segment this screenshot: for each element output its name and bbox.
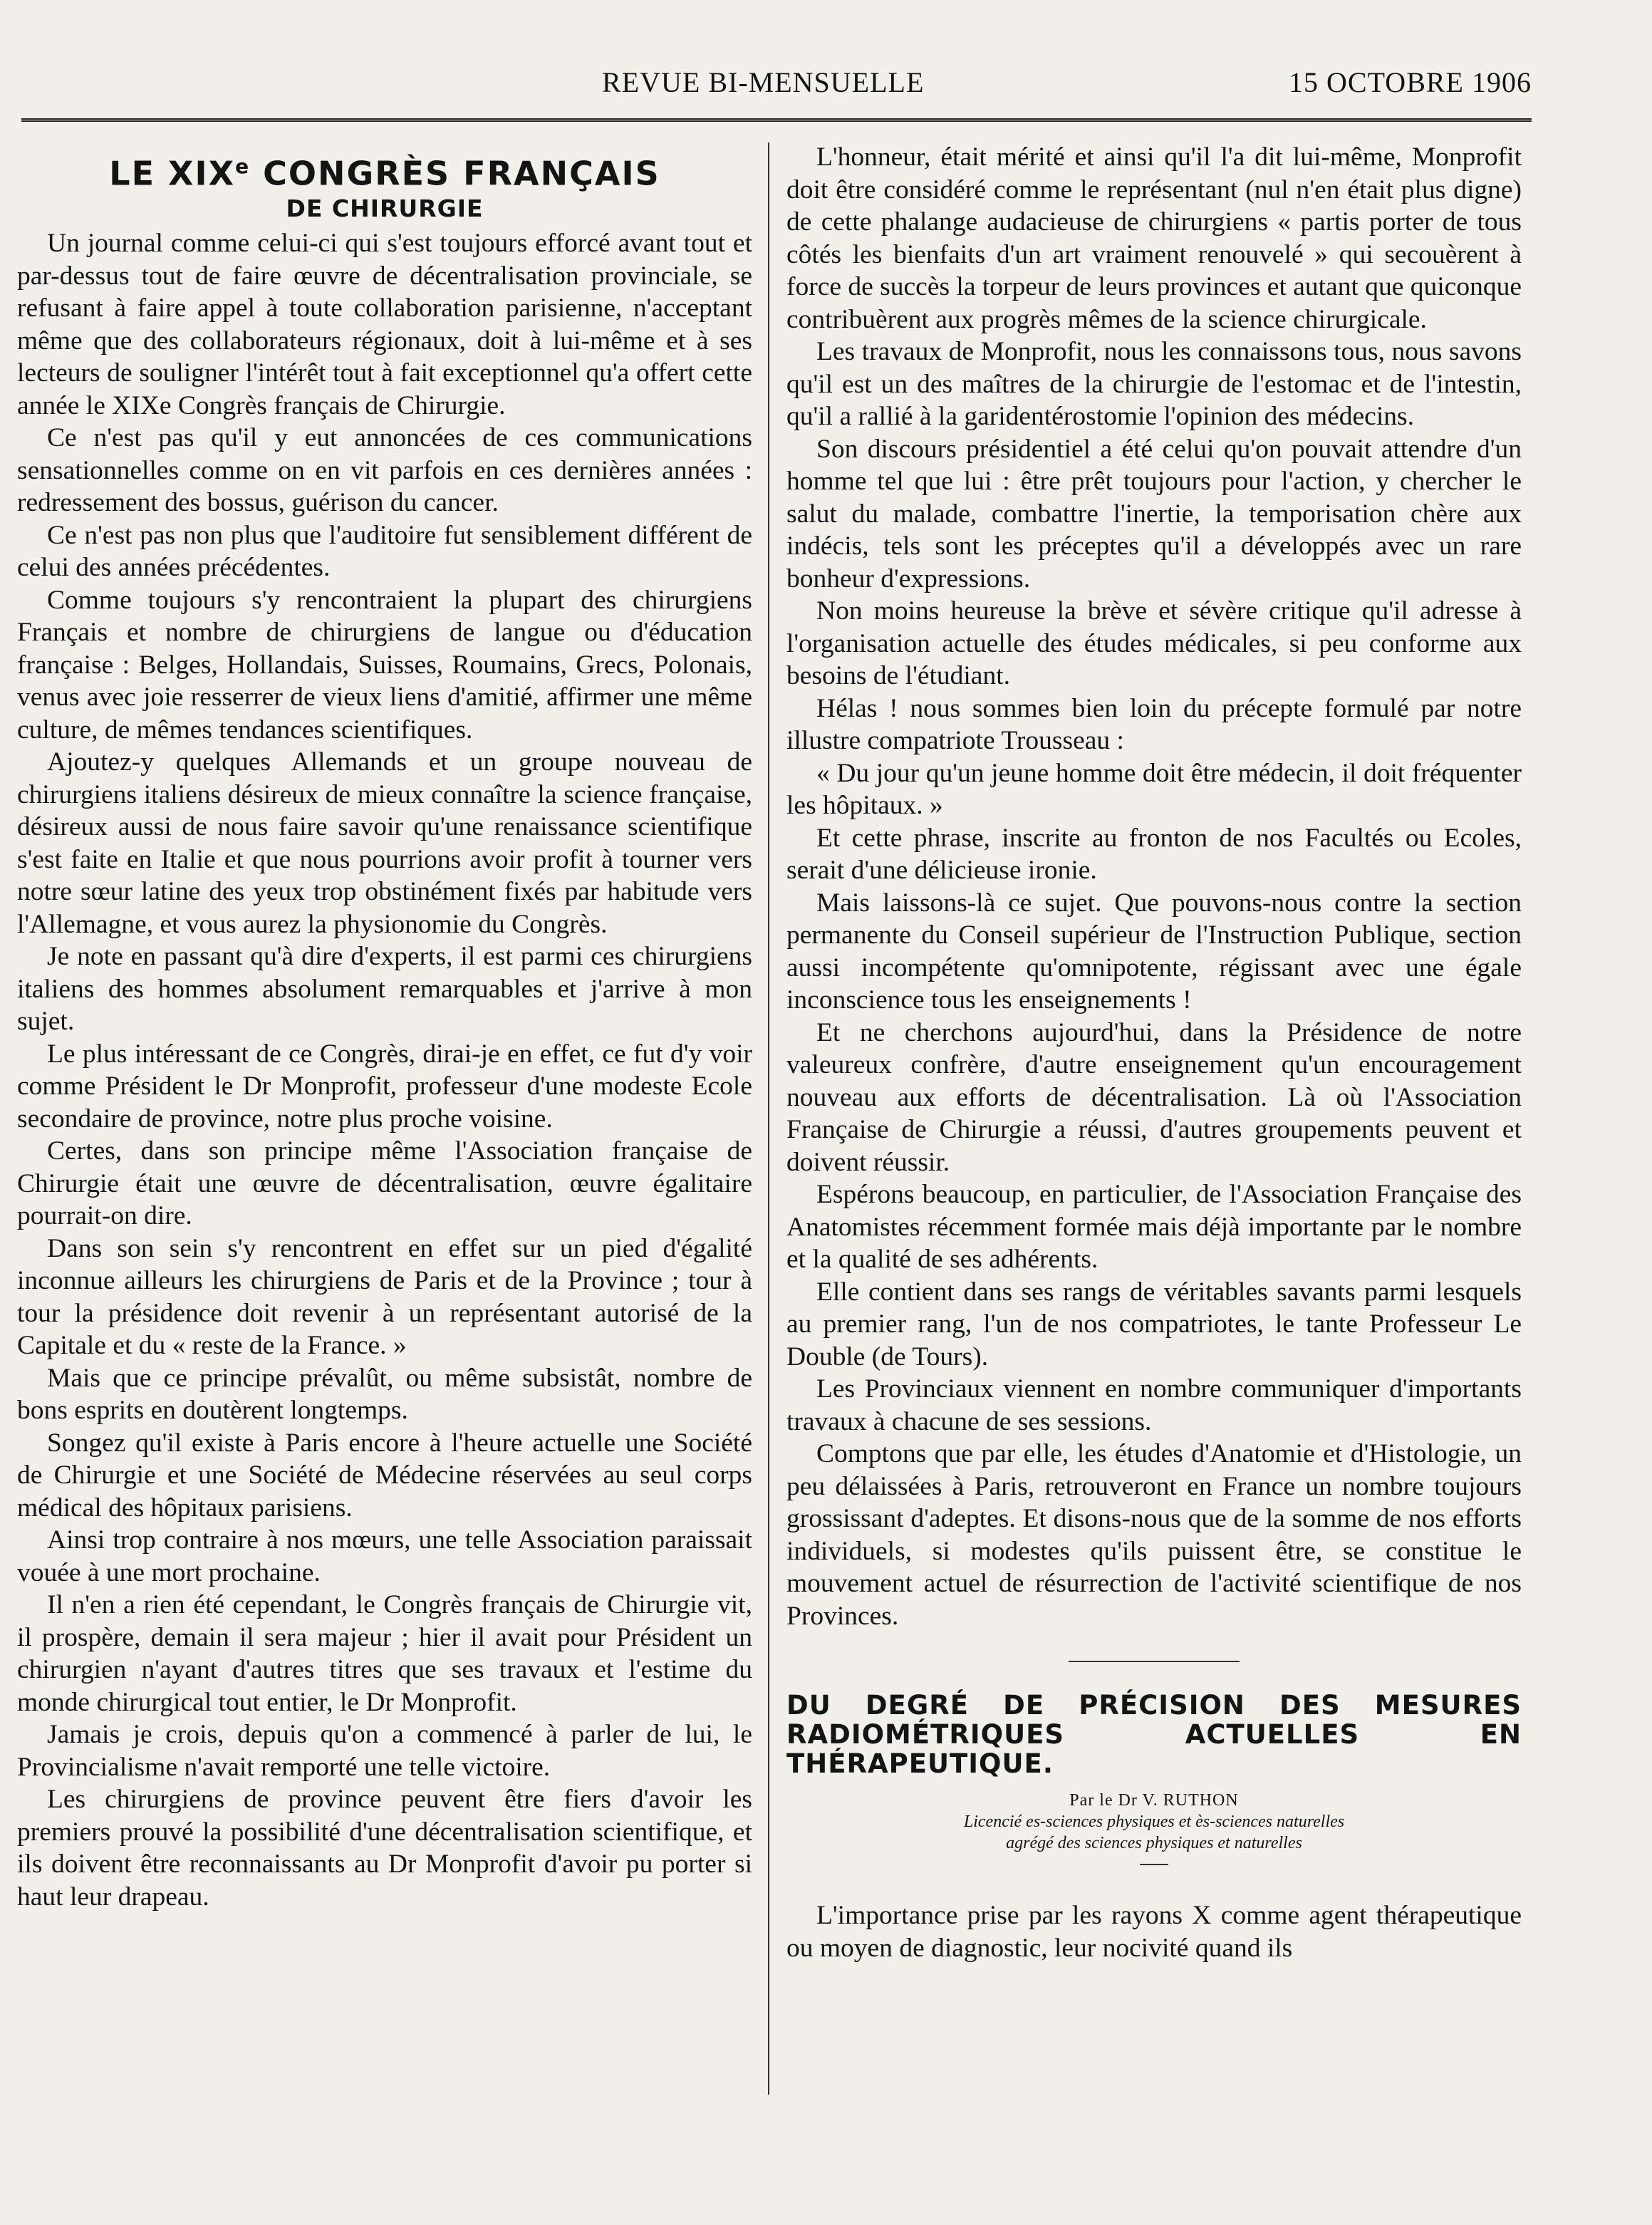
issue-date: 15 OCTOBRE 1906: [1289, 66, 1532, 98]
paragraph: Les Provinciaux viennent en nombre communiquer d'importants travaux à chacune de ses sessions.: [786, 1374, 1522, 1436]
article2-credentials: Licencié es-sciences physiques et ès-sciences naturelles: [963, 1812, 1345, 1831]
paragraph: Ajoutez-y quelques Allemands et un groupe nouveau de chirurgiens italiens désireux de mieux connaître la science française, désireux aussi de nous faire savoir qu'une renaissance scientifique s'est faite en Italie et que nous pourrions avoir profit à tourner vers notre sœur latine des yeux trop obstinément fixés par habitude vers l'Allemagne, et vous aurez la physionomie du Congrès.: [17, 747, 752, 939]
paragraph: Non moins heureuse la brève et sévère critique qu'il adresse à l'organisation actuelle des études médicales, si peu conforme aux besoins de l'étudiant.: [786, 596, 1522, 690]
paragraph: Songez qu'il existe à Paris encore à l'heure actuelle une Société de Chirurgie et une Société de Médecine réservées au seul corps médical des hôpitaux parisiens.: [17, 1428, 752, 1523]
paragraph: Espérons beaucoup, en particulier, de l'Association Française des Anatomistes récemment formée mais déjà importante par le nombre et la qualité de ses adhérents.: [786, 1180, 1522, 1274]
header-rule: [21, 118, 1532, 122]
article1-subtitle: DE CHIRURGIE: [286, 195, 484, 223]
paragraph: Il n'en a rien été cependant, le Congrès français de Chirurgie vit, il prospère, demain il sera majeur ; hier il avait pour Président un chirurgien n'ayant d'autres titres que ses travaux et l'estime du monde chirurgical tout entier, le Dr Monprofit.: [17, 1590, 752, 1717]
right-column: [786, 141, 1522, 1964]
column-divider: [768, 142, 769, 2095]
left-column: [17, 141, 752, 1913]
section-separator: [1069, 1661, 1240, 1662]
article2-credentials: agrégé des sciences physiques et naturelles: [1006, 1834, 1302, 1852]
paragraph: Ce n'est pas non plus que l'auditoire fut sensiblement différent de celui des années précédentes.: [17, 520, 752, 583]
running-header: [21, 66, 1532, 110]
paragraph: Mais que ce principe prévalût, ou même subsistât, nombre de bons esprits en doutèrent longtemps.: [17, 1363, 752, 1426]
paragraph: Jamais je crois, depuis qu'on a commencé à parler de lui, le Provincialisme n'avait remporté une telle victoire.: [17, 1720, 752, 1782]
paragraph: L'importance prise par les rayons X comme agent thérapeutique ou moyen de diagnostic, leur nocivité quand ils: [786, 1901, 1522, 1963]
paragraph: Un journal comme celui-ci qui s'est toujours efforcé avant tout et par-dessus tout de faire œuvre de décentralisation provinciale, se refusant à faire appel à toute collaboration parisienne, n'acceptant même que des collaborateurs régionaux, doit à lui-même et à ses lecteurs de souligner l'intérêt tout à fait exceptionnel qu'a offert cette année le XIXe Congrès français de Chirurgie.: [17, 229, 752, 420]
paragraph: Je note en passant qu'à dire d'experts, il est parmi ces chirurgiens italiens des hommes absolument remarquables et j'arrive à mon sujet.: [17, 942, 752, 1037]
paragraph: Elle contient dans ses rangs de véritables savants parmi lesquels au premier rang, l'un de nos compatriotes, le tante Professeur Le Double (de Tours).: [786, 1277, 1522, 1371]
paragraph: Comme toujours s'y rencontraient la plupart des chirurgiens Français et nombre de chirurgiens de langue ou d'éducation française : Belges, Hollandais, Suisses, Roumains, Grecs, Polonais, venus avec joie resserrer de vieux liens d'amitié, affirmer une même culture, de mêmes tendances scientifiques.: [17, 585, 752, 745]
paragraph: « Du jour qu'un jeune homme doit être médecin, il doit fréquenter les hôpitaux. »: [786, 758, 1522, 820]
journal-title: REVUE BI-MENSUELLE: [602, 66, 925, 98]
article2-byline: Par le Dr V. RUTHON: [1069, 1791, 1239, 1810]
paragraph: Comptons que par elle, les études d'Anatomie et d'Histologie, un peu délaissées à Paris, retrouveront en France un nombre toujours grossissant d'adeptes. Et disons-nous que de la somme de nos efforts individuels, si modestes qu'ils puissent être, se constitue le mouvement actuel de résurrection de l'activité scientifique de nos Provinces.: [786, 1439, 1522, 1631]
byline-rule: [1140, 1864, 1168, 1865]
paragraph: Les travaux de Monprofit, nous les connaissons tous, nous savons qu'il est un des maîtres de la chirurgie de l'estomac et de l'intestin, qu'il a rallié à la garidentérostomie l'opinion des médecins.: [786, 337, 1522, 431]
paragraph: Les chirurgiens de province peuvent être fiers d'avoir les premiers prouvé la possibilité d'une décentralisation scientifique, et ils doivent être reconnaissants au Dr Monprofit d'avoir pu porter si haut leur drapeau.: [17, 1785, 752, 1912]
paragraph: L'honneur, était mérité et ainsi qu'il l'a dit lui-même, Monprofit doit être considéré comme le représentant (nul n'en était plus digne) de cette phalange audacieuse de chirurgiens « partis porter de tous côtés les bienfaits d'un art vraiment renouvelé » qui secouèrent à force de succès la torpeur de leurs provinces et autant que quiconque contribuèrent aux progrès mêmes de la science chirurgicale.: [786, 142, 1522, 334]
paragraph: Et cette phrase, inscrite au fronton de nos Facultés ou Ecoles, serait d'une délicieuse ironie.: [786, 823, 1522, 885]
paragraph: Certes, dans son principe même l'Association française de Chirurgie était une œuvre de décentralisation, œuvre égalitaire pourrait-on dire.: [17, 1136, 752, 1231]
article1-title: LE XIXe CONGRÈS FRANÇAIS: [109, 154, 660, 193]
paragraph: Ce n'est pas qu'il y eut annoncées de ces communications sensationnelles comme on en vit parfois en ces dernières années : redressement des bossus, guérison du cancer.: [17, 423, 752, 518]
paragraph: Mais laissons-là ce sujet. Que pouvons-nous contre la section permanente du Conseil supérieur de l'Instruction Publique, section aussi incompétente qu'omnipotente, régissant avec une égale inconscience tous les enseignements !: [786, 888, 1522, 1015]
paragraph: Ainsi trop contraire à nos mœurs, une telle Association paraissait vouée à une mort prochaine.: [17, 1525, 752, 1587]
paragraph: Dans son sein s'y rencontrent en effet sur un pied d'égalité inconnue ailleurs les chirurgiens de Paris et de la Province ; tour à tour la présidence doit revenir à un représentant autorisé de la Capitale et du « reste de la France. »: [17, 1233, 752, 1361]
paragraph: Hélas ! nous sommes bien loin du précepte formulé par notre illustre compatriote Trousseau :: [786, 693, 1522, 755]
paragraph: Son discours présidentiel a été celui qu'on pouvait attendre d'un homme tel que lui : être prêt toujours pour l'action, y chercher le salut du malade, combattre l'inertie, la temporisation chère aux indécis, tels sont les préceptes qu'il a développés avec un rare bonheur d'expressions.: [786, 434, 1522, 593]
paragraph: Le plus intéressant de ce Congrès, dirai-je en effet, ce fut d'y voir comme Président le Dr Monprofit, professeur d'une modeste Ecole secondaire de province, notre plus proche voisine.: [17, 1039, 752, 1134]
paragraph: Et ne cherchons aujourd'hui, dans la Présidence de notre valeureux confrère, d'autre enseignement qu'un encouragement nouveau aux efforts de décentralisation. Là où l'Association Française de Chirurgie a réussi, d'autres groupements peuvent et doivent réussir.: [786, 1017, 1522, 1177]
article2-title: DU DEGRÉ DE PRÉCISION DES MESURES RADIOMÉTRIQUES ACTUELLES EN THÉRAPEUTIQUE.: [786, 1690, 1522, 1779]
